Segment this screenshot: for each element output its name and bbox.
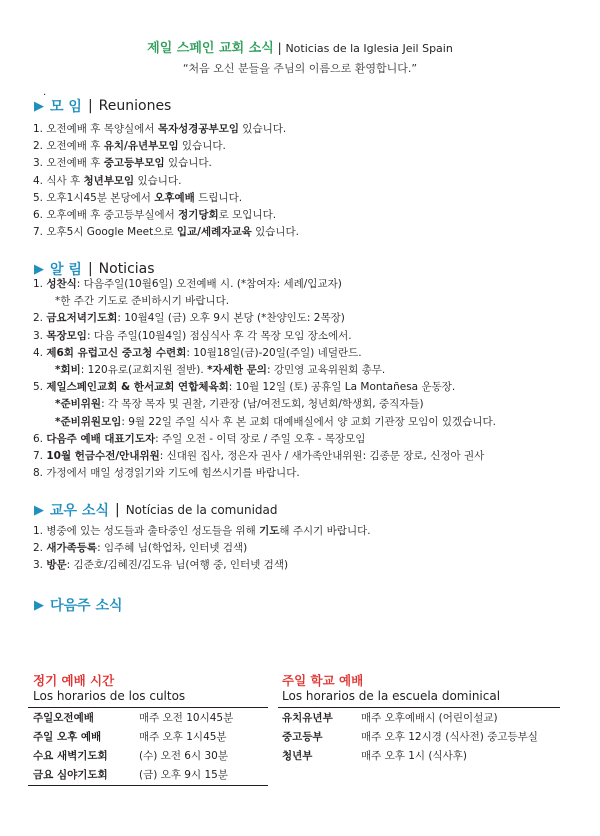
list-item-text: 로 모입니다. xyxy=(218,209,277,222)
triangle-bullet-icon: ▶ xyxy=(34,597,44,613)
schedule-service-name: 금요 심야기도회 xyxy=(33,769,108,781)
list-item-text: 6. xyxy=(33,432,47,445)
list-item-bold-text: 제6회 유럽고신 중고청 수련회 xyxy=(46,346,187,359)
section-reuniones-heading xyxy=(34,96,171,116)
list-item xyxy=(33,276,496,293)
list-item-bold-text: 목자성경공부모임 xyxy=(157,123,239,135)
list-item xyxy=(33,557,371,574)
list-item-bold-text: 다음주 예배 대표기도자 xyxy=(46,432,156,445)
list-item-text: : 주일 오전 - 이덕 장로 / 주일 오후 - 목장모임 xyxy=(155,432,366,445)
list-item-bold-text: 중고등부모임 xyxy=(103,157,165,170)
list-item-text: 3. 오전예배 후 xyxy=(33,157,104,170)
reuniones-list xyxy=(33,121,299,241)
section-title-korean: 다음주 소식 xyxy=(50,598,123,614)
list-item-text: 해 주시기 바랍니다. xyxy=(279,525,371,537)
schedule-service-time: 매주 오후 1시 (식사후) xyxy=(361,750,468,762)
list-item-bold-text: 청년부모임 xyxy=(83,174,135,187)
list-item-text: 7. 오후5시 Google Meet으로 xyxy=(33,226,177,239)
section-title-spanish: Reuniones xyxy=(98,98,172,114)
list-item xyxy=(33,138,299,155)
list-item-text: : 각 목장 목자 및 권찰, 기관장 (남/여전도회, 청년회/학생회, 중직자들) xyxy=(101,398,424,411)
list-item-bold-text: 기도 xyxy=(259,525,280,537)
escuela-divider xyxy=(278,707,560,708)
triangle-bullet-icon: ▶ xyxy=(34,261,44,277)
schedule-row xyxy=(33,748,228,763)
section-title-spanish: Notícias de la comunidad xyxy=(125,503,278,517)
list-item xyxy=(33,362,496,379)
list-item-text: : 9월 22일 주일 식사 후 본 교회 대예배실에서 양 교회 기관장 모임이 있겠습니다. xyxy=(121,415,496,428)
section-separator: | xyxy=(114,502,120,518)
escuela-subheading: Los horarios de la escuela dominical xyxy=(282,689,501,703)
schedule-row xyxy=(282,729,538,744)
welcome-subtitle: “처음 오신 분들을 주님의 이름으로 환영합니다.” xyxy=(182,62,418,75)
list-item xyxy=(33,155,299,172)
list-item-text: 8. 가정에서 매일 성경읽기와 기도에 힘쓰시기를 바랍니다. xyxy=(33,467,300,480)
list-item-text: 있습니다. xyxy=(238,123,287,135)
schedule-row xyxy=(33,767,228,782)
list-item-text: 3. xyxy=(33,559,47,572)
schedule-service-time: (수) 오전 6시 30분 xyxy=(139,750,228,762)
list-item-text: : 10월18일(금)-20일(주일) 네덜란드. xyxy=(186,346,362,359)
list-item-bold-text: 목장모임 xyxy=(46,329,87,342)
list-item-bold-text: 성찬식 xyxy=(46,278,77,290)
schedule-row xyxy=(33,729,227,744)
list-item xyxy=(33,121,299,138)
list-item-bold-text: *준비위원모임 xyxy=(55,415,122,428)
list-item-text: 3. xyxy=(33,329,47,342)
list-item-text: 2. xyxy=(33,312,47,325)
list-item-text: 있습니다. xyxy=(164,157,212,170)
cultos-subheading: Los horarios de los cultos xyxy=(33,689,186,703)
title-separator: | xyxy=(273,41,286,55)
list-item-bold-text: *준비위원 xyxy=(55,398,102,411)
list-item-text: *한 주간 기도로 준비하시기 바랍니다. xyxy=(55,295,230,308)
list-item-text: : 다음주일(10월6일) 오전예배 시. (*참여자: 세례/입교자) xyxy=(76,278,342,290)
list-item-text: : 임주혜 님(학업차, 인터넷 검색) xyxy=(97,542,248,555)
triangle-bullet-icon: ▶ xyxy=(34,98,44,114)
schedule-service-name: 유치유년부 xyxy=(282,712,333,724)
schedule-service-time: 매주 오후예배시 (어린이설교) xyxy=(361,712,498,724)
schedule-service-time: 매주 오후 12시경 (식사전) 중고등부실 xyxy=(361,731,538,743)
schedule-service-name: 청년부 xyxy=(282,750,313,762)
section-title-spanish: Noticias xyxy=(98,261,155,277)
section-title-korean: 모 임 xyxy=(50,99,82,115)
list-item-text: 4. xyxy=(33,346,47,359)
list-item xyxy=(33,448,496,465)
list-item xyxy=(33,328,496,345)
list-item xyxy=(33,414,496,431)
comunidad-list xyxy=(33,523,371,575)
list-item xyxy=(33,379,496,396)
schedule-row xyxy=(33,710,233,725)
section-next-week-heading xyxy=(34,595,123,615)
list-item-text: 있습니다. xyxy=(134,174,182,187)
decorative-dot: · xyxy=(43,90,47,101)
list-item-bold-text: 입교/세례자교육 xyxy=(176,226,252,239)
list-item-text: : 신대원 집사, 정은자 권사 / 새가족안내위원: 김종문 장로, 신정아 권사 xyxy=(159,450,485,463)
list-item xyxy=(33,173,299,190)
list-item-bold-text: 오후예배 xyxy=(154,191,195,204)
schedule-row xyxy=(282,748,467,763)
list-item-bold-text: 제일스페인교회 & 한서교회 연합체육회 xyxy=(46,381,229,394)
list-item-text: : 강민영 교육위원회 총무. xyxy=(266,364,386,377)
section-comunidad-heading xyxy=(34,500,278,520)
list-item-text: 1. xyxy=(33,278,47,290)
list-item-bold-text: 금요저녁기도회 xyxy=(46,312,118,325)
list-item-text: 7. xyxy=(33,450,47,463)
schedule-service-name: 주일오전예배 xyxy=(33,712,94,724)
section-separator: | xyxy=(87,98,93,114)
schedule-service-name: 중고등부 xyxy=(282,731,323,743)
list-item-text: : 김준호/김혜진/김도유 님(여행 중, 인터넷 검색) xyxy=(66,559,289,572)
list-item-text: : 10월 12일 (토) 공휴일 La Montañesa 운동장. xyxy=(228,381,456,394)
section-title-korean: 교우 소식 xyxy=(50,503,109,519)
list-item xyxy=(33,293,496,310)
list-item xyxy=(33,396,496,413)
list-item-text: 2. 오전예배 후 xyxy=(33,140,104,153)
list-item xyxy=(33,465,496,482)
title-korean: 제일 스페인 교회 소식 xyxy=(147,41,274,56)
cultos-bottom-divider xyxy=(28,785,268,786)
noticias-list xyxy=(33,276,496,482)
list-item-text: : 120유로(교회지원 절반). xyxy=(80,364,208,377)
section-separator: | xyxy=(87,261,93,277)
list-item-bold-text: *자세한 문의 xyxy=(207,364,267,377)
list-item-text: 6. 오후예배 후 중고등부실에서 xyxy=(33,209,179,222)
list-item-text: : 10월4일 (금) 오후 9시 본당 (*찬양인도: 2목장) xyxy=(117,312,345,325)
escuela-heading: 주일 학교 예배 xyxy=(282,673,364,688)
schedule-service-time: (금) 오후 9시 15분 xyxy=(139,769,228,781)
list-item xyxy=(33,523,371,540)
title-spanish: Noticias de la Iglesia Jeil Spain xyxy=(285,42,453,55)
list-item xyxy=(33,310,496,327)
cultos-divider xyxy=(28,707,268,708)
cultos-heading: 정기 예배 시간 xyxy=(33,673,115,688)
list-item-text: 1. 병중에 있는 성도들과 출타중인 성도들을 위해 xyxy=(33,525,260,537)
list-item xyxy=(33,207,299,224)
list-item xyxy=(33,190,299,207)
list-item-text: 5. 오후1시45분 본당에서 xyxy=(33,191,155,204)
list-item xyxy=(33,540,371,557)
list-item-bold-text: 방문 xyxy=(46,559,67,572)
list-item-bold-text: 10월 헌금수전/안내위원 xyxy=(46,450,160,463)
list-item-text: 4. 식사 후 xyxy=(33,174,84,187)
list-item-bold-text: 정기당회 xyxy=(178,209,219,222)
list-item-bold-text: *회비 xyxy=(55,364,81,377)
list-item-text: : 다음 주일(10월4일) 점심식사 후 각 목장 모임 장소에서. xyxy=(86,329,352,342)
list-item-bold-text: 유치/유년부모임 xyxy=(103,140,179,153)
list-item xyxy=(33,431,496,448)
schedule-row xyxy=(282,710,498,725)
list-item-text: 5. xyxy=(33,381,47,394)
page-title xyxy=(0,37,600,56)
schedule-service-time: 매주 오전 10시45분 xyxy=(139,712,234,724)
list-item-text: 1. 오전예배 후 목양실에서 xyxy=(33,123,158,135)
list-item xyxy=(33,345,496,362)
schedule-service-name: 주일 오후 예배 xyxy=(33,731,102,743)
list-item-text: 있습니다. xyxy=(178,140,226,153)
schedule-service-time: 매주 오후 1시45분 xyxy=(139,731,227,743)
list-item-text: 2. xyxy=(33,542,47,555)
section-title-korean: 알 림 xyxy=(50,262,82,278)
triangle-bullet-icon: ▶ xyxy=(34,502,44,518)
list-item-text: 드립니다. xyxy=(194,191,243,204)
list-item xyxy=(33,224,299,241)
list-item-text: 있습니다. xyxy=(251,226,299,239)
list-item-bold-text: 새가족등록 xyxy=(46,542,98,555)
schedule-service-name: 수요 새벽기도회 xyxy=(33,750,108,762)
